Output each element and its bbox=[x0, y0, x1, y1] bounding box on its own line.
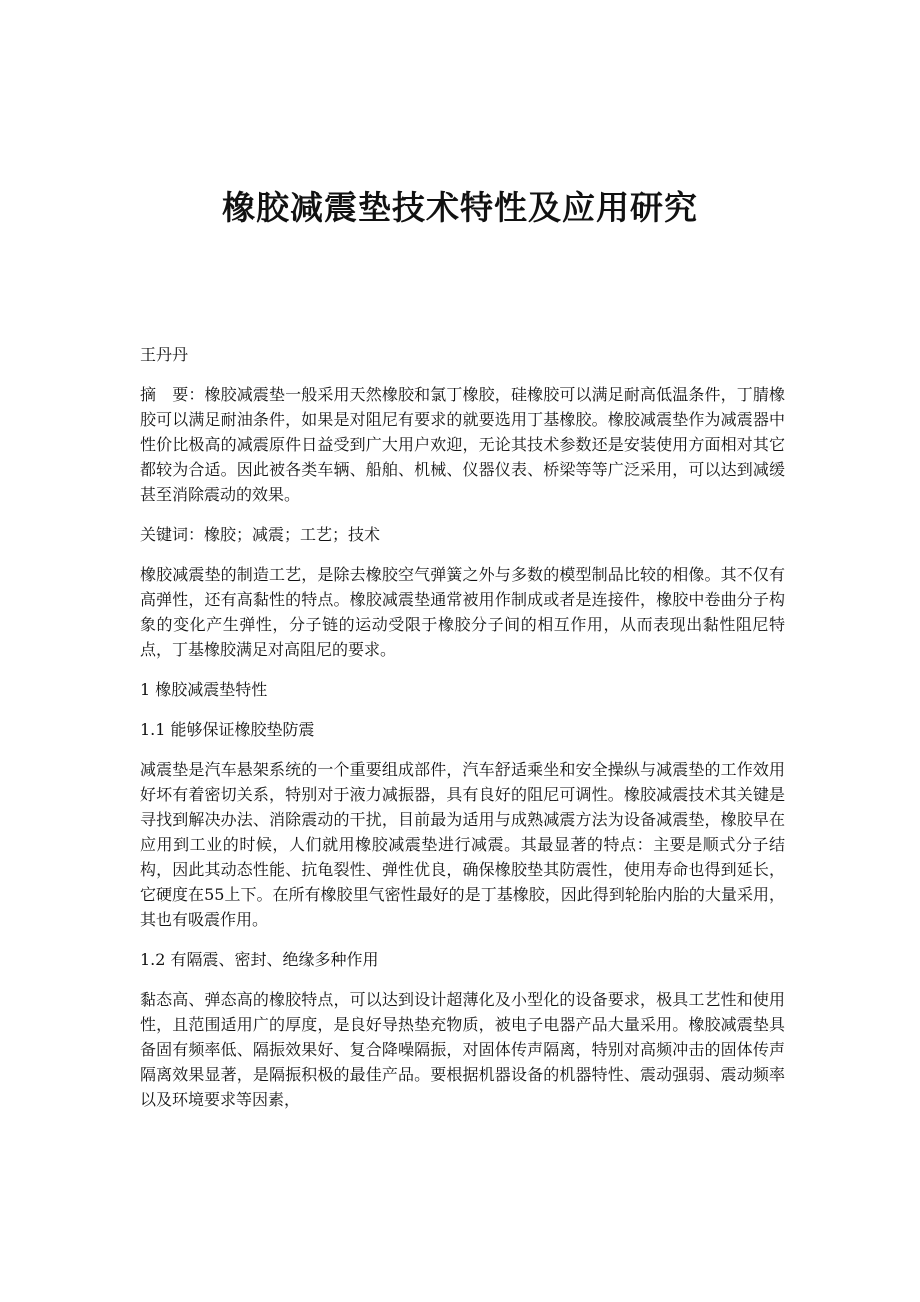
author-name: 王丹丹 bbox=[140, 345, 189, 364]
section-1-heading: 1 橡胶减震垫特性 bbox=[140, 680, 268, 699]
section-1-2-paragraph: 黏态高、弹态高的橡胶特点，可以达到设计超薄化及小型化的设备要求，极具工艺性和使用性，且范围适用广的厚度，是良好导热垫充物质，被电子电器产品大量采用。橡胶减震垫具备固有频率低、隔振效果好、复合降噪隔振，对固体传声隔离，特别对高频冲击的固体传声隔离效果显著，是隔振积极的最佳产品。要根据机器设备的机器特性、震动强弱、震动频率以及环境要求等因素， bbox=[140, 990, 785, 1109]
keywords-line: 关键词：橡胶；减震；工艺；技术 bbox=[140, 525, 381, 544]
section-1-1-heading: 1.1 能够保证橡胶垫防震 bbox=[140, 720, 315, 739]
section-1-1-paragraph: 减震垫是汽车悬架系统的一个重要组成部件，汽车舒适乘坐和安全操纵与减震垫的工作效用好坏有着密切关系，特别对于液力减振器，具有良好的阻尼可调性。橡胶减震技术其关键是寻找到解决办法、消除震动的干扰，目前最为适用与成熟减震方法为设备减震垫，橡胶早在应用到工业的时候，人们就用橡胶减震垫进行减震。其最显著的特点：主要是顺式分子结构，因此其动态性能、抗龟裂性、弹性优良，确保橡胶垫其防震性，使用寿命也得到延长，它硬度在55上下。在所有橡胶里气密性最好的是丁基橡胶，因此得到轮胎内胎的大量采用，其也有吸震作用。 bbox=[140, 760, 785, 929]
document-body bbox=[140, 342, 785, 1127]
section-1-2-heading: 1.2 有隔震、密封、绝缘多种作用 bbox=[140, 950, 379, 969]
abstract-paragraph: 摘 要：橡胶减震垫一般采用天然橡胶和氯丁橡胶，硅橡胶可以满足耐高低温条件，丁腈橡胶可以满足耐油条件，如果是对阻尼有要求的就要选用丁基橡胶。橡胶减震垫作为减震器中性价比极高的减震原件日益受到广大用户欢迎，无论其技术参数还是安装使用方面相对其它都较为合适。因此被各类车辆、船舶、机械、仪器仪表、桥梁等等广泛采用，可以达到减缓甚至消除震动的效果。 bbox=[140, 385, 785, 504]
document-title: 橡胶减震垫技术特性及应用研究 bbox=[222, 188, 698, 227]
intro-paragraph: 橡胶减震垫的制造工艺，是除去橡胶空气弹簧之外与多数的模型制品比较的相像。其不仅有高弹性，还有高黏性的特点。橡胶减震垫通常被用作制成或者是连接件，橡胶中卷曲分子构象的变化产生弹性，分子链的运动受限于橡胶分子间的相互作用，从而表现出黏性阻尼特点，丁基橡胶满足对高阻尼的要求。 bbox=[140, 565, 785, 659]
